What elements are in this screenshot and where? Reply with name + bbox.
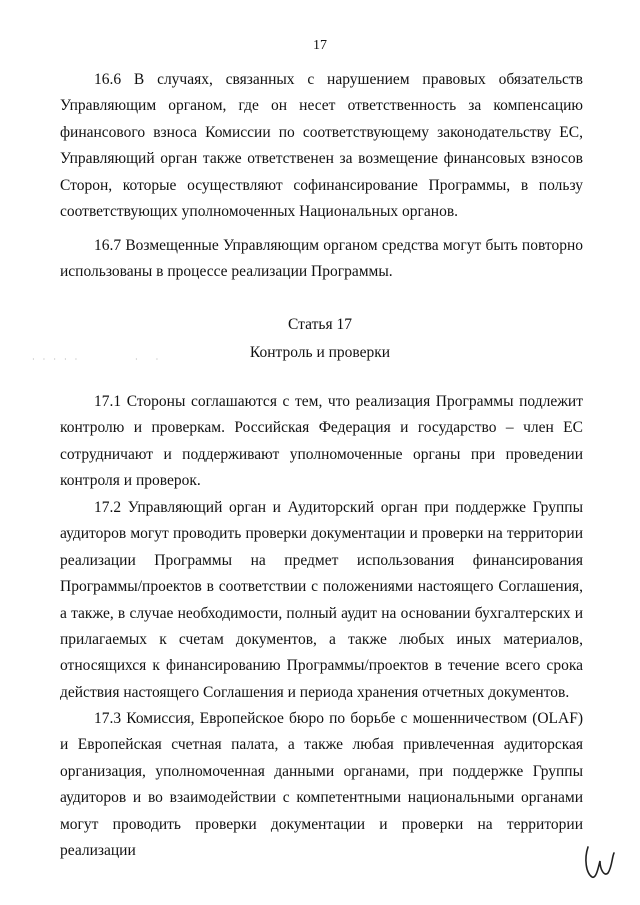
paragraph-17-3: 17.3 Комиссия, Европейское бюро по борьбе с мошенничеством (OLAF) и Европейская счетная палата, а также любая привлеченная аудиторская организация, уполномоченная данными органами, при поддержке Группы аудиторов и во взаимодействии с компетентными национальными органами могут проводить проверки документации и проверки на территории реализации <box>60 710 583 860</box>
page-number: 17 <box>313 38 327 53</box>
paragraph-17-1: 17.1 Стороны соглашаются с тем, что реализация Программы подлежит контролю и проверкам. Российская Федерация и государство – член ЕС сотрудничают и поддерживают уполномоченные органы при проведении контроля и проверок. <box>60 393 583 490</box>
scan-artifact: · · <box>135 355 167 364</box>
paragraph-17-2: 17.2 Управляющий орган и Аудиторский орган при поддержке Группы аудиторов могут проводить проверки документации и проверки на территории реализации Программы на предмет использования финансирования Программы/проектов в соответствии с положениями настоящего Соглашения, а также, в случае необходимости, полный аудит на основании бухгалтерских и прилагаемых к счетам документов, а также любых иных материалов, относящихся к финансированию Программы/проектов в течение всего срока действия настоящего Соглашения и периода хранения отчетных документов. <box>60 499 583 701</box>
paragraph-16-6: 16.6 В случаях, связанных с нарушением правовых обязательств Управляющим органом, где он несет ответственность за компенсацию финансового взноса Комиссии по соответствующему законодательству ЕС, Управляющий орган также ответственен за возмещение финансовых взносов Сторон, которые осуществляют софинансирование Программы, в пользу соответствующих уполномоченных Национальных органов. <box>60 71 583 221</box>
article-number: Статья 17 <box>288 316 352 333</box>
paragraph-16-7: 16.7 Возмещенные Управляющим органом средства могут быть повторно использованы в процессе реализации Программы. <box>60 237 583 281</box>
article-title: Контроль и проверки <box>249 344 391 361</box>
scan-artifact: · · · · · <box>32 355 81 364</box>
handwritten-initials <box>582 839 622 883</box>
